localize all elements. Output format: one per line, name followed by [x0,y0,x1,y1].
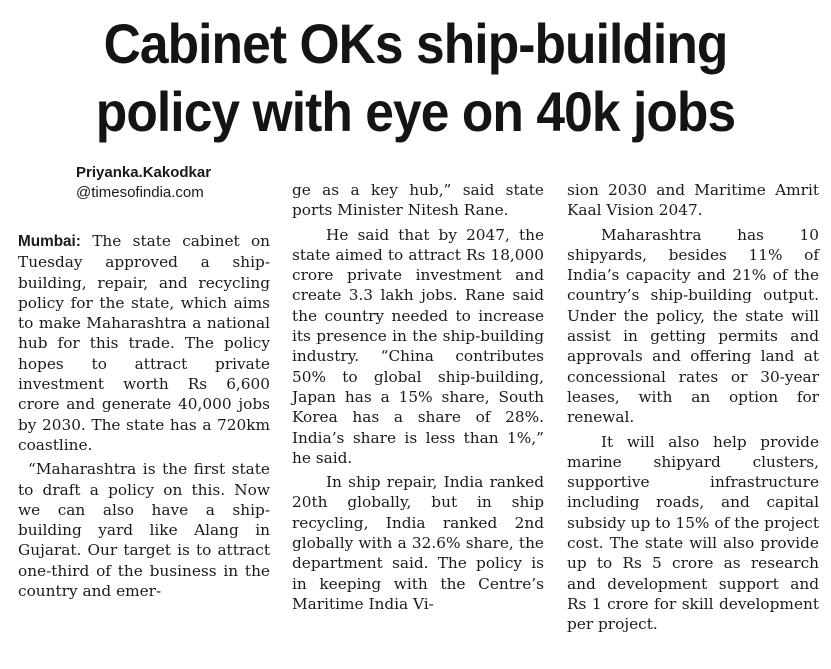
paragraph-3: He said that by 2047, the state aimed to attract Rs 18,000 crore private investment and create 3.3 lakh jobs. Rane said the country needed to increase its presence in the ship-building industry. “China contributes 50% to global ship-building, Japan has a 15% share, South Korea has a share of 28%. India’s share is less than 1%,” he said. [292,225,544,467]
article-column-1 [18,164,270,601]
paragraph-1 [18,231,270,455]
article-column-2 [292,180,544,614]
byline-author: Priyanka.Kakodkar [76,164,212,181]
paragraph-2-continued: ge as a key hub,” said state ports Minister Nitesh Rane. [292,181,544,220]
dateline: Mumbai: [18,233,81,250]
article-column-3 [567,180,819,635]
paragraph-6: It will also help provide marine shipyard clusters, supportive infrastructure including roads, and capital subsidy up to 15% of the project cost. The state will also provide up to Rs 5 crore as research and development support and Rs 1 crore for skill development per project. [567,432,819,634]
paragraph-1-text: The state cabinet on Tuesday approved a ship-building, repair, and recycling policy for the state, which aims to make Maharashtra a national hub for this trade. The policy hopes to attract private investment worth Rs 6,600 crore and generate 40,000 jobs by 2030. The state has a 720km coastline. [18,232,270,454]
headline-line-2: policy with eye on 40k jobs [95,80,736,143]
byline-handle: @timesofindia.com [76,184,204,201]
paragraph-4: In ship repair, India ranked 20th globally, but in ship recycling, India ranked 2nd globally with a 32.6% share, the department said. The policy is in keeping with the Centre’s Maritime India Vi- [292,473,544,613]
headline [33,10,798,146]
byline [76,163,270,203]
paragraph-4-continued: sion 2030 and Maritime Amrit Kaal Vision 2047. [567,181,819,220]
paragraph-5: Maharashtra has 10 shipyards, besides 11% of India’s capacity and 21% of the country’s ship-building output. Under the policy, the state will assist in getting permits and approvals and offering land at concessional rates or 30-year leases, with an option for renewal. [567,225,819,427]
headline-line-1: Cabinet OKs ship-building [103,12,728,75]
paragraph-2: “Maharashtra is the first state to draft a policy on this. Now we can also have a ship-building yard like Alang in Gujarat. Our target is to attract one-third of the business in the country and emer- [18,460,270,601]
